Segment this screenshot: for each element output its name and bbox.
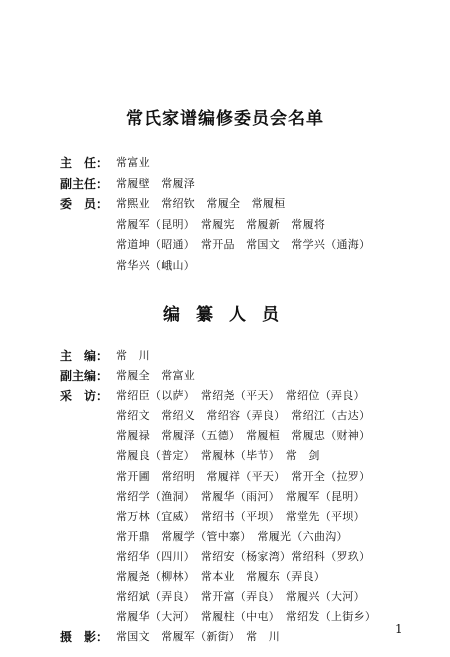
role-row-photography [60,627,440,647]
name-line: 常熙业 常绍钦 常履全 常履桓 [116,197,286,210]
role-label: 主 任： [60,156,109,170]
name-line: 常履尧（柳林） 常本业 常履东（弄良） [116,570,326,584]
role-row-deputy-editor [60,366,440,386]
role-row-members [60,194,440,276]
name-line: 常绍臣（以萨） 常绍尧（平天） 常绍位（弄良） [116,389,365,403]
editors-title: 编纂人员 [163,305,295,325]
name-line: 常富业 [116,156,150,169]
role-label: 采 访： [60,389,109,404]
role-label: 摄 影： [60,630,109,645]
name-line: 常履全 常富业 [116,369,196,383]
editors-list [60,346,440,647]
name-line: 常绍华（四川） 常绍安（杨家湾）常绍科（罗玖） [116,549,371,563]
name-line: 常道坤（昭通） 常开品 常国文 常学兴（通海） [116,238,371,251]
name-line: 常履禄 常履泽（五德） 常履桓 常履忠（财神） [116,429,371,443]
name-line: 常履华（大河） 常履柱（中屯） 常绍发（上街乡） [116,610,377,624]
name-line: 常国文 常履军（新街） 常 川 [116,630,280,644]
committee-list [60,153,440,276]
name-line: 常履军（昆明） 常履宪 常履新 常履将 [116,217,326,231]
name-line: 常绍斌（弄良） 常开富（弄良） 常履兴（大河） [116,590,365,604]
name-line: 常开圃 常绍明 常履祥（平天） 常开全（拉罗） [116,469,371,483]
role-row-editor [60,346,440,366]
committee-title: 常氏家谱编修委员会名单 [126,109,324,129]
role-label: 副主任： [60,176,109,191]
page-number: 1 [395,622,403,636]
name-line: 常开鼎 常履学（管中寨） 常履光（六曲沟） [116,529,348,543]
name-line: 常绍文 常绍义 常绍容（弄良） 常绍江（古达） [116,409,371,423]
name-line: 常履良（普定） 常履林（毕节） 常 剑 [116,449,320,463]
role-label: 副主编： [60,369,109,384]
role-label: 委 员： [60,197,109,211]
name-line: 常 川 [116,349,150,362]
role-label: 主 编： [60,349,109,363]
role-row-chair [60,153,440,174]
name-line: 常万林（宜威） 常绍书（平坝） 常堂先（平坝） [116,509,365,523]
name-line: 常华兴（峨山） [116,258,196,272]
name-line: 常履壁 常履泽 [116,176,196,190]
role-row-interviewers [60,386,440,627]
name-line: 常绍学（渔洞） 常履华（雨河） 常履军（昆明） [116,489,365,503]
role-row-vice-chair [60,174,440,195]
